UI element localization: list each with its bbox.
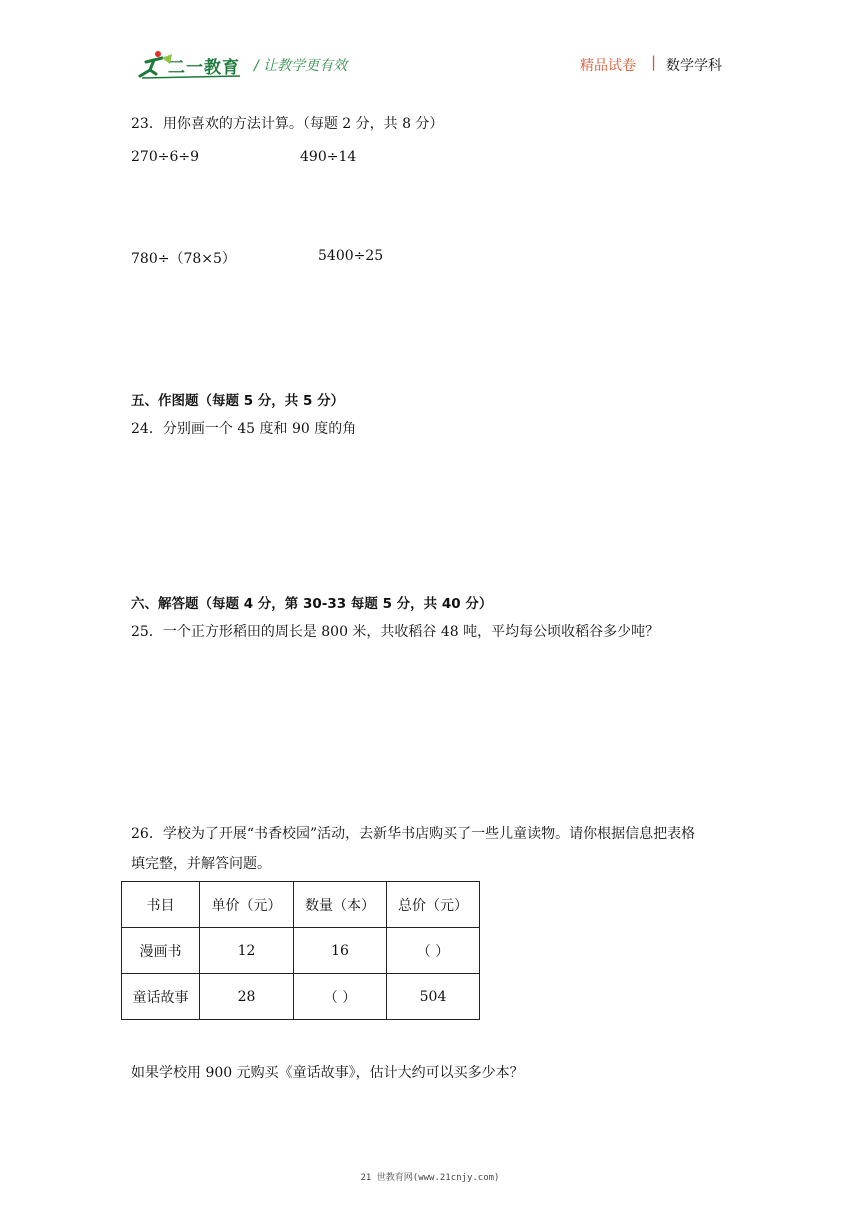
- table-header-row: [122, 882, 480, 928]
- header-slogan: / 让教学更有效: [254, 58, 348, 74]
- table-header-cell: 数量（本）: [294, 882, 387, 928]
- table-cell: 16: [294, 928, 387, 974]
- table-blank-cell: （ ）: [387, 928, 480, 974]
- logo-text: 二一教育: [168, 58, 240, 78]
- header-brand: 精品试卷: [580, 58, 636, 74]
- q23-title: 23．用你喜欢的方法计算。（每题 2 分，共 8 分）: [131, 116, 444, 132]
- table-cell: 童话故事: [122, 974, 200, 1020]
- q23-problem-3: 780÷（78×5）: [131, 251, 236, 267]
- table-cell: 28: [200, 974, 294, 1020]
- table-cell: 12: [200, 928, 294, 974]
- q26-text-line2: 填完整，并解答问题。: [131, 856, 271, 872]
- q25-text: 25．一个正方形稻田的周长是 800 米，共收稻谷 48 吨，平均每公顷收稻谷多少吨？: [131, 624, 660, 640]
- table-row: [122, 974, 480, 1020]
- q26-text-line1: 26．学校为了开展“书香校园”活动，去新华书店购买了一些儿童读物。请你根据信息把表格: [131, 826, 696, 842]
- page-footer: 21 世教育网(www.21cnjy.com): [360, 1173, 500, 1183]
- q23-problem-1: 270÷6÷9: [131, 149, 199, 165]
- section6-title: 六、解答题（每题 4 分，第 30-33 每题 5 分，共 40 分）: [131, 596, 493, 612]
- q23-problem-4: 5400÷25: [318, 248, 384, 264]
- q26-follow-up: 如果学校用 900 元购买《童话故事》，估计大约可以买多少本？: [131, 1065, 524, 1081]
- header-subject: 数学学科: [666, 58, 722, 74]
- table-row: [122, 928, 480, 974]
- section5-title: 五、作图题（每题 5 分，共 5 分）: [131, 393, 345, 409]
- table-cell: 漫画书: [122, 928, 200, 974]
- table-blank-cell: （ ）: [294, 974, 387, 1020]
- table-header-cell: 书目: [122, 882, 200, 928]
- header-separator: |: [651, 53, 657, 71]
- table-header-cell: 单价（元）: [200, 882, 294, 928]
- q23-problem-2: 490÷14: [300, 149, 357, 165]
- q24-text: 24．分别画一个 45 度和 90 度的角: [131, 421, 357, 437]
- table-cell: 504: [387, 974, 480, 1020]
- table-header-cell: 总价（元）: [387, 882, 480, 928]
- book-table: [121, 881, 480, 1020]
